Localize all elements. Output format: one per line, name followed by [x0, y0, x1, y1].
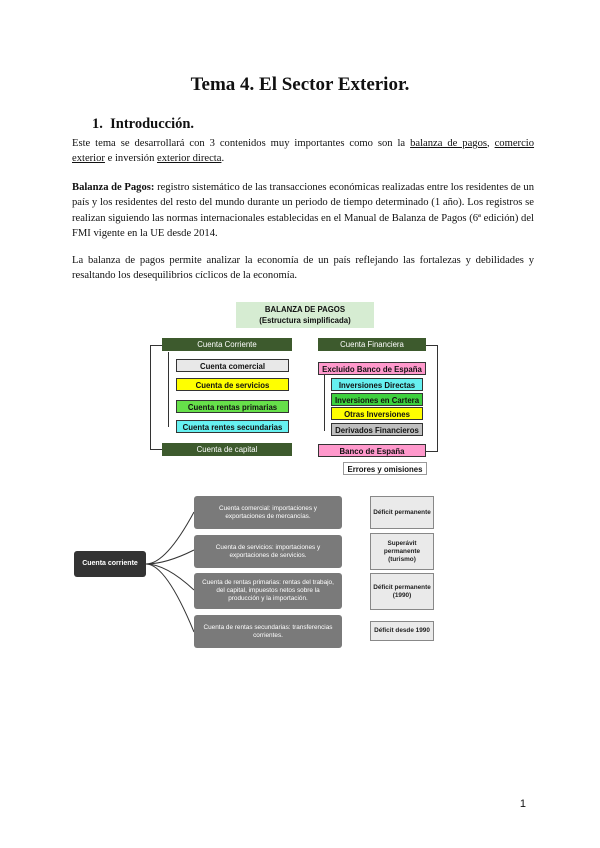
- cuenta-financiera-header: Cuenta Financiera: [318, 338, 426, 351]
- left-inner-line: [168, 352, 169, 427]
- analysis-paragraph: La balanza de pagos permite analizar la economía de un país reflejando las fortalezas y debilidades y resaltando los desequilibrios cíclicos de la economía.: [72, 255, 534, 282]
- right-inner-line: [324, 375, 325, 431]
- section-number: 1.: [92, 116, 103, 132]
- intro-term-inversion: exterior directa: [157, 153, 222, 165]
- row1-description: Cuenta comercial: importaciones y exportaciones de mercancías.: [194, 496, 342, 529]
- errores-omisiones-box: Errores y omisiones: [343, 462, 427, 475]
- otras-inversiones-box: Otras Inversiones: [331, 407, 423, 420]
- inversiones-directas-box: Inversiones Directas: [331, 378, 423, 391]
- page-number: 1: [519, 798, 526, 810]
- intro-end: .: [221, 153, 225, 165]
- balanza-text: registro sistemático de las transacciones económicas realizadas entre los residentes de un país y los residentes del resto del mundo durante un periodo de tiempo determinado (1 año). Los registros se realizan siguiendo las normas internacionales establecidas en el Manual de Balanza de Pagos (6ª edición) del FMI vigente en la UE desde 2014.: [72, 182, 534, 240]
- left-bracket-top: [150, 345, 162, 346]
- inversiones-cartera-box: Inversiones en Cartera: [331, 393, 423, 406]
- cuenta-rentas-primarias-box: Cuenta rentas primarias: [176, 400, 289, 413]
- intro-paragraph: [72, 136, 534, 167]
- page-title: Tema 4. El Sector Exterior.: [190, 74, 410, 95]
- diagram-title-line2: (Estructura simplificada): [259, 316, 351, 325]
- cuenta-capital-header: Cuenta de capital: [162, 443, 292, 456]
- cuenta-rentas-secundarias-box: Cuenta rentes secundarias: [176, 420, 289, 433]
- cuenta-corriente-header: Cuenta Corriente: [162, 338, 292, 351]
- left-bracket-bottom: [150, 449, 162, 450]
- row2-description: Cuenta de servicios: importaciones y exportaciones de servicios.: [194, 535, 342, 568]
- balanza-label: Balanza de Pagos:: [72, 182, 155, 193]
- intro-text: Este tema se desarrollará con 3 contenidos muy importantes como son la: [72, 138, 411, 149]
- row4-result: Déficit desde 1990: [370, 621, 434, 641]
- balanza-paragraph: [72, 180, 534, 242]
- cuenta-servicios-box: Cuenta de servicios: [176, 378, 289, 391]
- cuenta-corriente-root: Cuenta corriente: [74, 551, 146, 577]
- banco-espana-box: Banco de España: [318, 444, 426, 457]
- diagram-title: [236, 302, 374, 328]
- right-bracket-top: [426, 345, 438, 346]
- section-title: Introducción.: [110, 116, 195, 132]
- derivados-financieros-box: Derivados Financieros: [331, 423, 423, 436]
- excluido-banco-box: Excluido Banco de España: [318, 362, 426, 375]
- right-bracket-bottom: [426, 451, 438, 452]
- row4-description: Cuenta de rentas secundarias: transferencias corrientes.: [194, 615, 342, 648]
- section-heading: [92, 116, 194, 133]
- intro-term-balanza: balanza de pagos: [410, 138, 488, 149]
- intro-term-comercio: comercio exterior: [72, 138, 535, 165]
- row1-result: Déficit permanente: [370, 496, 434, 529]
- row3-result: Déficit permanente (1990): [370, 573, 434, 610]
- row3-description: Cuenta de rentas primarias: rentas del trabajo, del capital, impuestos netos sobre la producción y la importación.: [194, 573, 342, 609]
- intro-sep: e inversión: [104, 153, 158, 165]
- left-bracket-line: [150, 345, 151, 449]
- intro-sep: ,: [487, 138, 495, 149]
- row2-result: Superávit permanente (turismo): [370, 533, 434, 570]
- cuenta-comercial-box: Cuenta comercial: [176, 359, 289, 372]
- diagram-title-line1: BALANZA DE PAGOS: [264, 305, 346, 314]
- right-bracket-line: [437, 345, 438, 451]
